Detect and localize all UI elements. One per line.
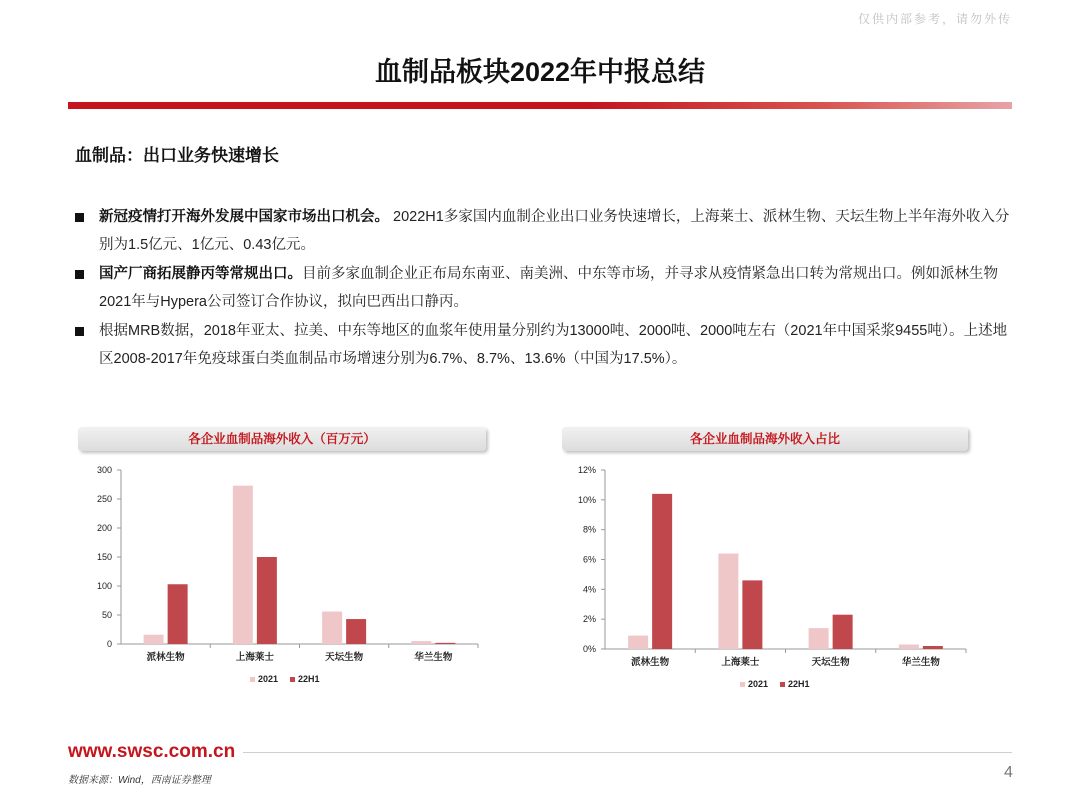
bullet-text: 根据MRB数据，2018年亚太、拉美、中东等地区的血浆年使用量分别约为13000吨、2000吨、2000吨左右（2021年中国采浆9455吨）。上述地区2008-2017年免疫球蛋白类血制品市场增速分别为6.7%、8.7%、13.6%（中国为17.5%）。	[99, 323, 1008, 367]
bar-22h1	[168, 584, 188, 644]
y-tick-label: 300	[96, 465, 112, 475]
y-tick-label: 12%	[577, 465, 596, 475]
bullet-lead: 国产厂商拓展静丙等常规出口。	[99, 266, 302, 282]
square-bullet-icon	[75, 213, 84, 222]
bullet-list	[75, 203, 1020, 374]
legend-swatch	[250, 677, 255, 682]
bar-22h1	[833, 615, 853, 649]
legend-swatch	[740, 682, 745, 687]
bullet-item	[75, 203, 1020, 259]
y-tick-label: 10%	[577, 494, 596, 505]
watermark: 仅供内部参考，请勿外传	[857, 12, 1012, 26]
category-label: 派林生物	[146, 652, 185, 663]
y-tick-label: 100	[96, 581, 112, 591]
page-title: 血制品板块2022年中报总结	[374, 57, 706, 87]
bar-2021	[144, 635, 164, 644]
legend-swatch	[780, 682, 785, 687]
bullet-text: 目前多家血制企业正布局东南亚、南美洲、中东等市场，并寻求从疫情紧急出口转为常规出口。例如派林生物2021年与Hypera公司签订合作协议，拟向巴西出口静丙。	[99, 266, 998, 310]
bar-chart-svg	[78, 427, 488, 697]
bullet-lead: 新冠疫情打开海外发展中国家市场出口机会。	[99, 209, 389, 225]
page-number: 4	[1004, 764, 1013, 781]
section-subtitle: 血制品：出口业务快速增长	[75, 146, 279, 165]
y-tick-label: 4%	[582, 584, 596, 595]
bar-22h1	[923, 646, 943, 649]
y-tick-label: 0%	[582, 644, 596, 654]
bar-22h1	[257, 557, 277, 644]
overseas-share-chart	[562, 427, 972, 697]
y-tick-label: 8%	[582, 524, 596, 535]
bar-2021	[233, 486, 253, 644]
y-tick-label: 0	[106, 639, 112, 649]
title-rule	[68, 102, 1012, 109]
bar-2021	[809, 628, 829, 649]
bullet-text: 2022H1多家国内血制企业出口业务快速增长，上海莱士、派林生物、天坛生物上半年海外收入分别为1.5亿元、1亿元、0.43亿元。	[99, 209, 1010, 253]
y-tick-label: 50	[101, 610, 112, 620]
category-label: 天坛生物	[325, 652, 364, 663]
overseas-revenue-chart	[78, 427, 488, 697]
square-bullet-icon	[75, 327, 84, 336]
bar-2021	[322, 612, 342, 644]
data-source-note: 数据来源：Wind，西南证券整理	[68, 775, 211, 786]
bar-22h1	[346, 619, 366, 644]
legend-label: 2021	[258, 674, 279, 684]
bar-2021	[411, 641, 431, 644]
legend-label: 22H1	[298, 674, 320, 684]
y-tick-label: 200	[96, 523, 112, 533]
y-tick-label: 150	[96, 552, 112, 562]
category-label: 派林生物	[631, 657, 670, 668]
bar-2021	[628, 636, 648, 649]
bar-22h1	[435, 643, 455, 644]
y-tick-label: 6%	[582, 554, 596, 565]
chart-title: 各企业血制品海外收入占比	[562, 427, 968, 451]
legend-swatch	[290, 677, 295, 682]
legend-label: 22H1	[788, 679, 810, 689]
bar-2021	[899, 645, 919, 649]
website-link[interactable]: www.swsc.com.cn	[68, 741, 243, 763]
category-label: 上海莱士	[235, 652, 274, 663]
bar-chart-svg	[562, 427, 972, 697]
category-label: 天坛生物	[811, 657, 850, 668]
category-label: 上海莱士	[721, 657, 760, 668]
bar-22h1	[652, 494, 672, 649]
category-label: 华兰生物	[901, 657, 940, 668]
bar-22h1	[742, 580, 762, 649]
category-label: 华兰生物	[414, 652, 453, 663]
y-tick-label: 250	[96, 494, 112, 504]
bullet-item	[75, 260, 1020, 316]
bullet-item	[75, 317, 1020, 373]
square-bullet-icon	[75, 270, 84, 279]
y-tick-label: 2%	[582, 614, 596, 625]
chart-title: 各企业血制品海外收入（百万元）	[78, 427, 486, 451]
legend-label: 2021	[748, 679, 769, 689]
bar-2021	[718, 554, 738, 649]
